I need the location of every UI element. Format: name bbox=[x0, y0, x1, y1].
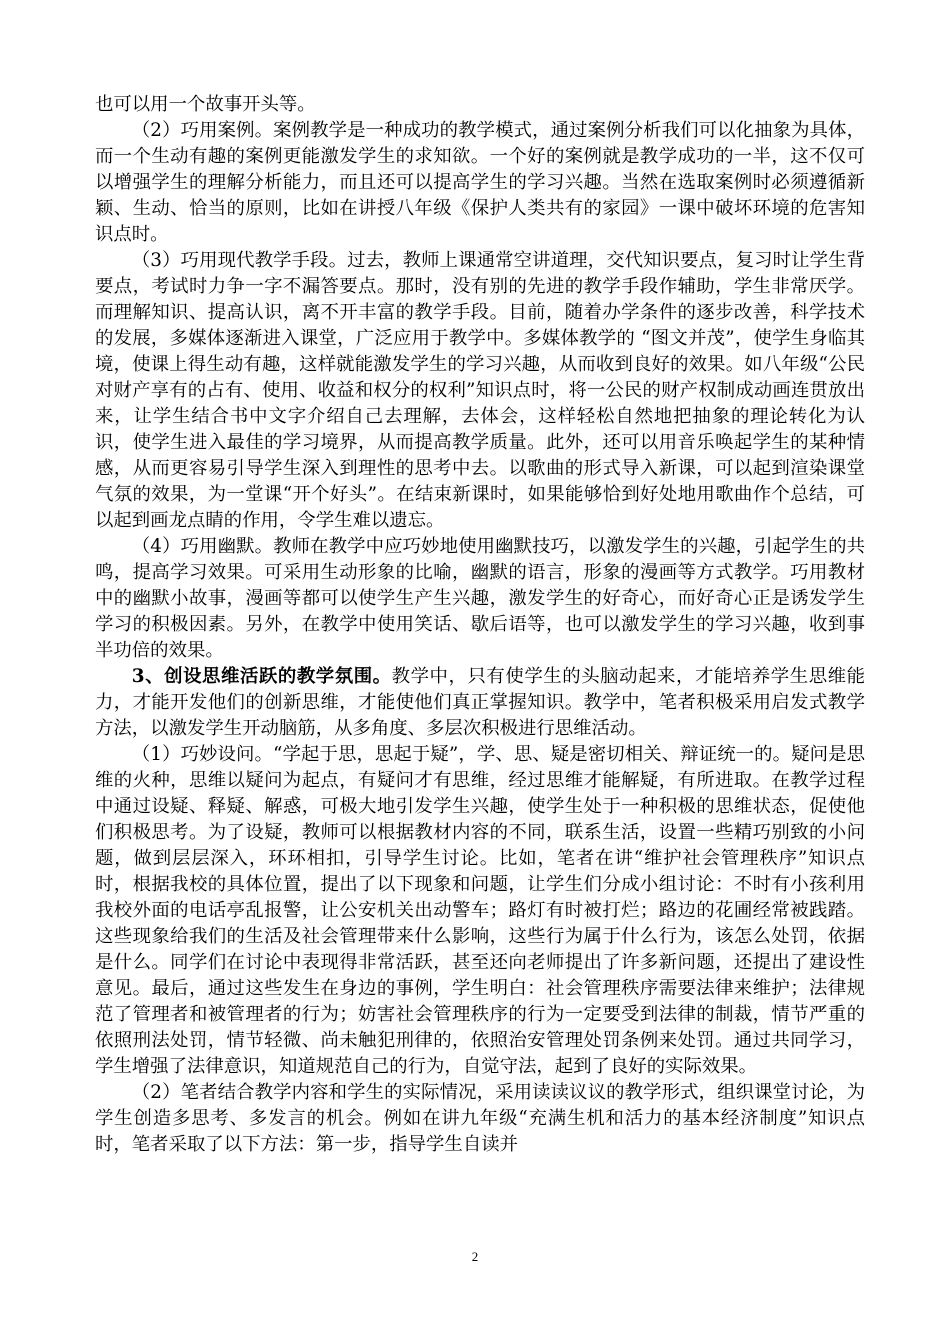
paragraph-continuation: 也可以用一个故事开头等。 bbox=[95, 94, 316, 115]
paragraph-clever-questioning: （1）巧妙设问。“学起于思，思起于疑”，学、思、疑是密切相关、辩证统一的。疑问是思维的火种，思维以疑问为起点，有疑问才有思维，经过思维才能解疑，有所进取。在教学过程中通过设疑、释疑、解惑，可极大地引发学生兴趣，使学生处于一种积极的思维状态，促使他们积极思考。为了设疑，教师可以根据教材内容的不同，联系生活，设置一些精巧别致的小问题，做到层层深入，环环相扣，引导学生讨论。比如，笔者在讲“维护社会管理秩序”知识点时，根据我校的具体位置，提出了以下现象和问题，让学生们分成小组讨论：不时有小孩利用我校外面的电话亭乱报警，让公安机关出动警车；路灯有时被打烂；路边的花圃经常被践踏。这些现象给我们的生活及社会管理带来什么影响，这些行为属于什么行为，该怎么处罚，依据是什么。同学们在讨论中表现得非常活跃，甚至还向老师提出了许多新问题，还提出了建设性意见。最后，通过这些发生在身边的事例，学生明白：社会管理秩序需要法律来维护；法律规范了管理者和被管理者的行为；妨害社会管理秩序的行为一定要受到法律的制裁，情节严重的依照刑法处罚，情节轻微、尚未触犯刑律的，依照治安管理处罚条例来处罚。通过共同学习，学生增强了法律意识，知道规范自己的行为，自觉守法，起到了良好的实际效果。 bbox=[95, 744, 865, 1077]
page-number: 2 bbox=[471, 1249, 479, 1264]
paragraph-case-study: （2）巧用案例。案例教学是一种成功的教学模式，通过案例分析我们可以化抽象为具体，而一个生动有趣的案例更能激发学生的求知欲。一个好的案例就是教学成功的一半，这不仅可以增强学生的理解分析能力，而且还可以提高学生的学习兴趣。当然在选取案例时必须遵循新颖、生动、恰当的原则，比如在讲授八年级《保护人类共有的家园》一课中破坏环境的危害知识点时。 bbox=[95, 120, 865, 245]
section-body: 教学中，只有使学生的头脑动起来，才能培养学生思维能力，才能开发他们的创新思维，才能使他们真正掌握知识。教学中，笔者积极采用启发式教学方法，以激发学生开动脑筋，从多角度、多层次积极进行思维活动。 bbox=[95, 666, 866, 739]
section-heading: 3、创设思维活跃的教学氛围。 bbox=[131, 666, 392, 687]
paragraph-read-and-discuss: （2）笔者结合教学内容和学生的实际情况，采用读读议议的教学形式，组织课堂讨论，为学生创造多思考、多发言的机会。例如在讲九年级“充满生机和活力的基本经济制度”知识点时，笔者采取了以下方法：第一步，指导学生自读并 bbox=[95, 1082, 865, 1155]
paragraph-modern-teaching-means: （3）巧用现代教学手段。过去，教师上课通常空讲道理，交代知识要点，复习时让学生背要点，考试时力争一字不漏答要点。那时，没有别的先进的教学手段作辅助，学生非常厌学。而理解知识、提高认识，离不开丰富的教学手段。目前，随着办学条件的逐步改善，科学技术的发展，多媒体逐渐进入课堂，广泛应用于教学中。多媒体教学的 “图文并茂”，使学生身临其境，使课上得生动有趣，这样就能激发学生的学习兴趣，从而收到良好的效果。如八年级“公民对财产享有的占有、使用、收益和权分的权利”知识点时，将一公民的财产权制成动画连贯放出来，让学生结合书中文字介绍自己去理解，去体会，这样轻松自然地把抽象的理论转化为认识，使学生进入最佳的学习境界，从而提高教学质量。此外，还可以用音乐唤起学生的某种情感，从而更容易引导学生深入到理性的思考中去。以歌曲的形式导入新课，可以起到渲染课堂气氛的效果，为一堂课“开个好头”。在结束新课时，如果能够恰到好处地用歌曲作个总结，可以起到画龙点睛的作用，令学生难以遗忘。 bbox=[95, 250, 865, 531]
paragraph-humor: （4）巧用幽默。教师在教学中应巧妙地使用幽默技巧，以激发学生的兴趣，引起学生的共鸣，提高学习效果。可采用生动形象的比喻，幽默的语言，形象的漫画等方式教学。巧用教材中的幽默小故事，漫画等都可以使学生产生兴趣，激发学生的好奇心，而好奇心正是诱发学生学习的积极因素。另外，在教学中使用笑话、歇后语等，也可以激发学生的学习兴趣，收到事半功倍的效果。 bbox=[95, 536, 865, 661]
paragraph-thinking-atmosphere bbox=[95, 664, 865, 742]
body-text bbox=[95, 92, 865, 1158]
